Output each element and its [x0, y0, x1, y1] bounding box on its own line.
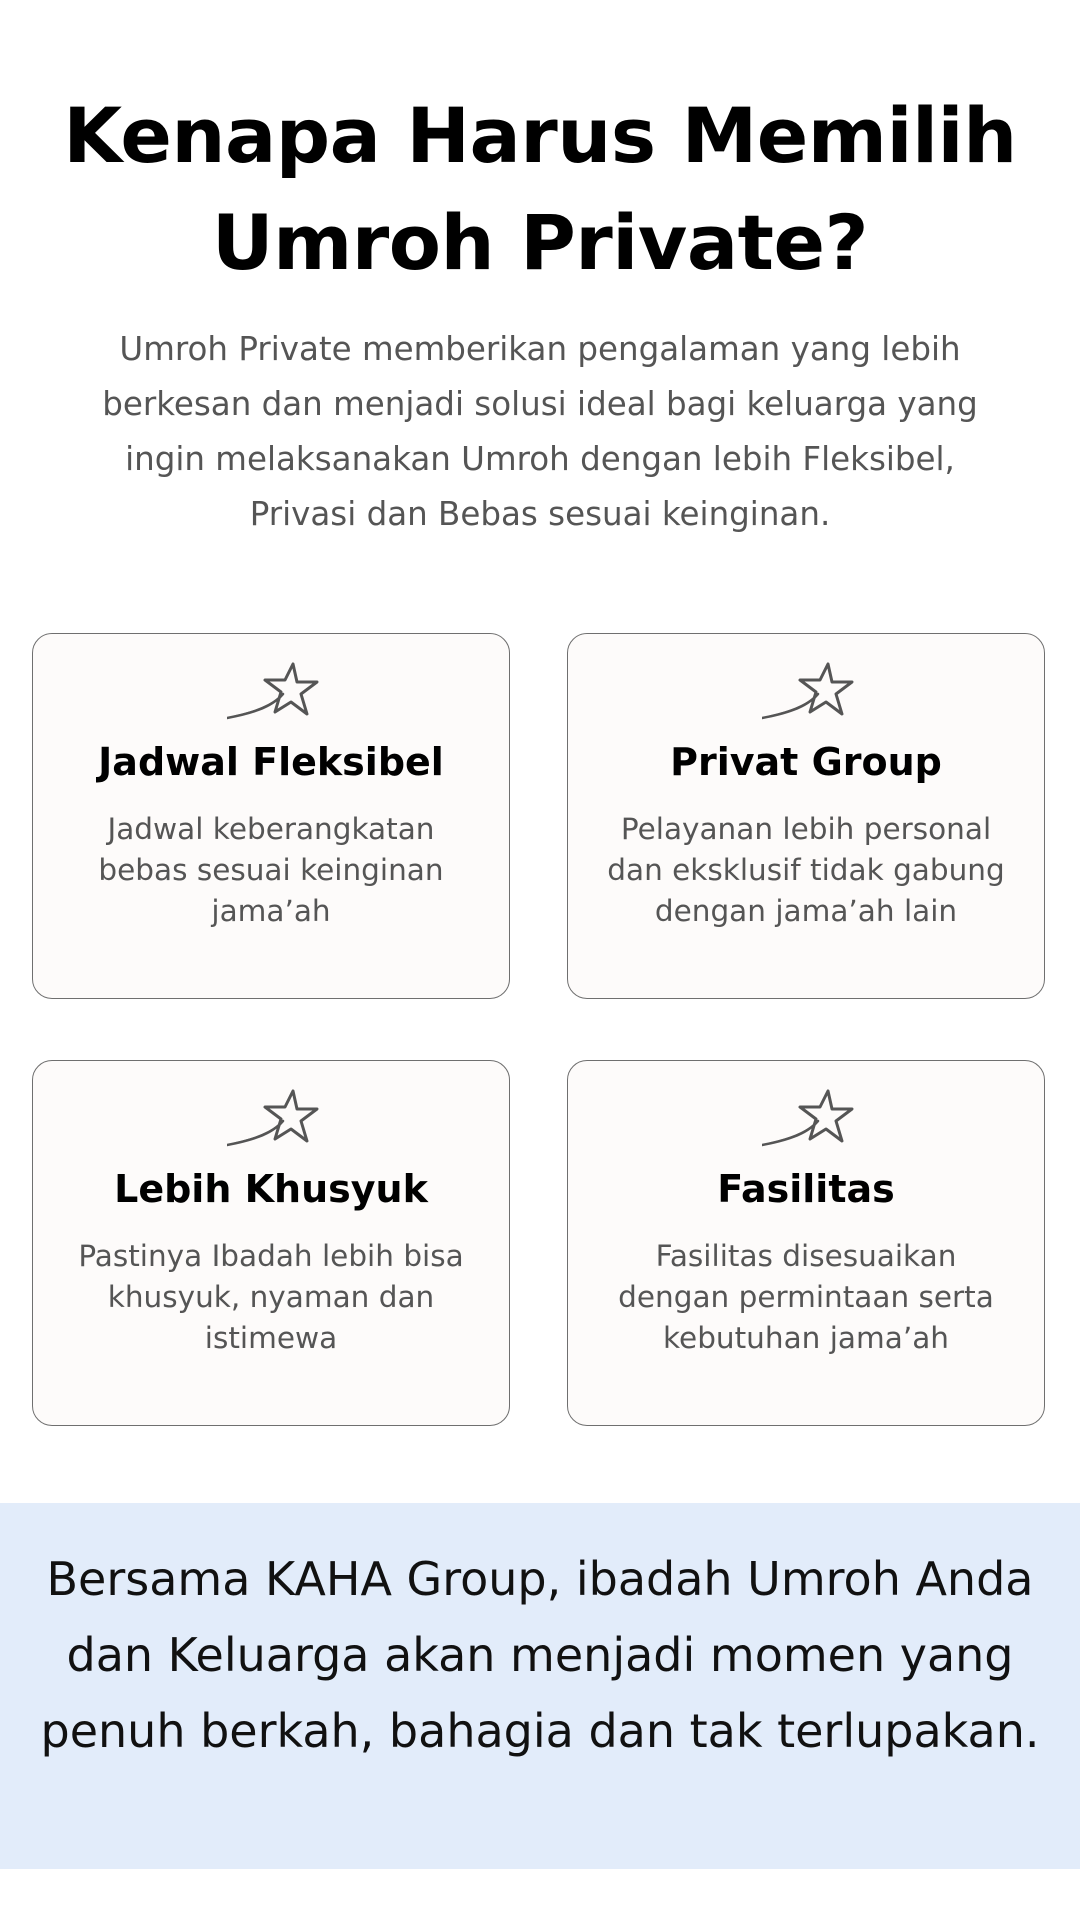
feature-card-fasilitas — [567, 1060, 1045, 1426]
feature-description: Pastinya Ibadah lebih bisa khusyuk, nyaman dan istimewa — [78, 1239, 464, 1355]
shooting-star-icon — [762, 1089, 854, 1147]
shooting-star-icon — [227, 662, 319, 720]
intro-text: Umroh Private memberikan pengalaman yang lebih berkesan dan menjadi solusi ideal bagi keluarga yang ingin melaksanakan Umroh dengan lebih Fleksibel, Privasi dan Bebas sesuai keinginan. — [102, 330, 978, 533]
banner-text: Bersama KAHA Group, ibadah Umroh Anda dan Keluarga akan menjadi momen yang penuh berkah, bahagia dan tak terlupakan. — [40, 1552, 1040, 1758]
feature-title: Fasilitas — [717, 1167, 895, 1211]
feature-title: Privat Group — [670, 740, 942, 784]
feature-description: Pelayanan lebih personal dan eksklusif tidak gabung dengan jama’ah lain — [607, 812, 1005, 928]
feature-card-privat-group — [567, 633, 1045, 999]
shooting-star-icon — [227, 1089, 319, 1147]
page-title: Kenapa Harus Memilih Umroh Private? — [63, 91, 1017, 287]
shooting-star-icon — [762, 662, 854, 720]
feature-card-jadwal-fleksibel — [32, 633, 510, 999]
feature-title: Lebih Khusyuk — [114, 1167, 428, 1211]
feature-title: Jadwal Fleksibel — [98, 740, 444, 784]
closing-banner — [0, 1503, 1080, 1869]
feature-description: Jadwal keberangkatan bebas sesuai keinginan jama’ah — [98, 812, 444, 928]
feature-description: Fasilitas disesuaikan dengan permintaan serta kebutuhan jama’ah — [618, 1239, 994, 1355]
feature-card-lebih-khusyuk — [32, 1060, 510, 1426]
